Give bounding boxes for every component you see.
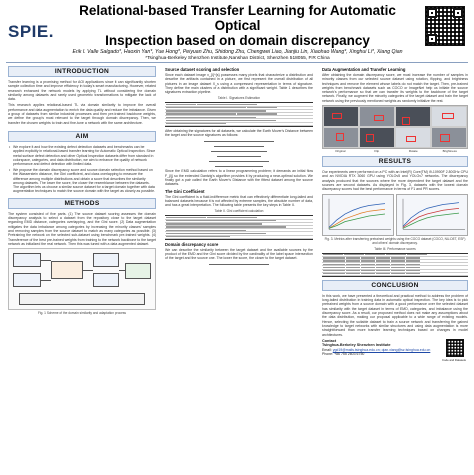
diagram-box-pretraining — [93, 273, 119, 287]
diagram-box-augmentation — [93, 253, 119, 267]
aug-example-rotate-2 — [395, 127, 431, 148]
aim-bullet-2: • We propose the domain discrepancy score and source domain selection method based on the Wasserstein distance, the Gini coefficient, and class overlapping to measure the difference among multiple distributions and obtain a score that describes the similarity among datasets. The lower the score, the closer the resemblance between the datasets. The algorithm lets us choose a similar source dataset for a target domain together with data augmentation techniques to match the source domain with the target as closely as possible. — [13, 168, 156, 194]
emd-solution-paragraph: Since the EMD calculation refers to a linear programming problem; it demands an initial flow F_{ij} so the extended Dantzig's algorithm provides it by producing a near-optimal solution. We finally got a pair called the Earth Mover's Distance with the fittest dataset among the source datasets. — [165, 169, 313, 187]
section-methods-heading: METHODS — [8, 198, 156, 209]
subsection-augmentation: Data Augmentation and Transfer Learning — [322, 67, 406, 72]
diagram-arrow-3 — [83, 270, 93, 271]
chart-left-series-1 — [329, 203, 385, 227]
contact-info — [322, 339, 432, 357]
aug-example-original-1 — [323, 106, 359, 127]
qr-finder-top-left — [427, 8, 437, 18]
results-chart-left-svg — [323, 195, 393, 235]
section-conclusion-heading: CONCLUSION — [322, 280, 468, 291]
chart-right-series-3 — [403, 213, 459, 228]
methods-paragraph: The system consisted of five parts. (1) The source dataset scoring assesses the domain discrepancy analysis to select a dataset from the repository close to the target dataset regarding EMD distance, categories overlapping, and the Gini score. (2) Data augmentation mitigates the data imbalance among categories by increasing the minority classes' samples and removing samples from the source dataset to match as many categories as possible. (3) Pretraining the network on the selected sub-dataset using benchmark pre-trained weights. (4) Transference of the best pre-trained weights from training to the network backbone to the target network as initialized the real network. Then this was tuned with a data augmented dataset. — [8, 211, 156, 246]
aug-example-flip-2 — [359, 127, 395, 148]
column-middle — [165, 66, 313, 268]
title-line-2: Inspection based on domain discrepancy — [105, 33, 370, 48]
method-scheme-diagram — [8, 248, 156, 310]
results-chart-right-svg — [397, 195, 467, 235]
header-divider — [6, 62, 468, 63]
aug-example-rotate-1 — [395, 106, 431, 127]
chart-right-series-1 — [403, 202, 459, 226]
results-charts — [322, 194, 468, 236]
qr-finder-top-right — [453, 8, 463, 18]
diagram-box-target-network — [125, 263, 151, 279]
results-paragraph: Our experiments were performed on a PC with an Intel(R) Core(TM) i9-10900F 2.80GHz CPU and an NVIDIA RTX 3060 GPU using YOLOv5 and YOLOv7 networks. The discrepancy analysis produced that the sources where the more dependent the target dataset and the sources are second datasets. As displayed in Fig. 3, datasets with the lowest domain discrepancy scores had the best performance in terms of F1 and PR scores. — [322, 170, 468, 192]
aim-bullet-1: • We explore it and how the existing defect detection datasets and benchmarks can be applied explicitly in relational-based transfer learning for Automatic Optical Inspection. Since metal surface defect detection and other Optical Inspection datasets differ from standard in colorspace, categories, and data distribution, we aim to enhance the quality of network performance and defect detection with limited data. — [13, 145, 156, 166]
column-right — [322, 66, 468, 369]
poster-title — [70, 3, 405, 48]
column-left — [8, 66, 156, 317]
chart-left-series-3 — [329, 214, 385, 228]
spie-logo: SPIE. — [8, 22, 54, 41]
contact-email-label: Email: — [322, 347, 332, 352]
table-2-gini — [165, 215, 313, 239]
aug-example-original-2 — [323, 127, 359, 148]
conclusion-paragraph: In this work, we have presented a theoretical and practical method to address the problem of long-tailed distribution in training data in automatic optical inspection. The key idea is to pick pretrained weights from a source domain with a good performance over the selected dataset has similarity with the target dataset in terms of EMD, categories, and imbalance using the discrepancy score. As a result, our proposed method does not make any assumptions about the data distribution, making our proposal applicable to a wide range of existing models. Hence, selecting the suitable dataset to train a source network and transferring the gained knowledge to target networks with similar structures and using data augmentation is more straightforward than more transfer learning techniques based on changes in model architectures. — [322, 293, 468, 337]
discrepancy-paragraph: We can describe the similarity between the target dataset and the available sources by the product of the EMD and the Gini score divided by the cardinality of the label space intersection of the target and the source one. The lower the score, the closer to the target dataset. — [165, 247, 313, 261]
qr-finder-bottom-left — [427, 34, 437, 44]
contact-organization: Tsinghua-Berkeley Shenzhen Institute — [322, 343, 391, 348]
intro-paragraph-1: Transfer learning is a promising method for AOI applications since it can significantly shorten sample collection time and improve efficiency in today's smart manufacturing. However, related research enhanced the network models by applying TL without considering the domain similarity among datasets and rarely used geometric transformations to mitigate the lack of data. — [8, 80, 156, 102]
contact-label: Contact — [322, 338, 337, 343]
contact-phone: Phone: +86 755 2603 6750 — [322, 352, 365, 357]
code-datasets-qr-code[interactable] — [446, 339, 464, 357]
diagram-box-discrepancy-score — [51, 261, 83, 279]
header-qr-code[interactable] — [425, 6, 465, 46]
aug-label-flip: Flip — [374, 149, 380, 154]
diagram-box-source-datasets — [13, 253, 41, 267]
table-1-signatures — [165, 102, 313, 126]
diagram-arrow-2 — [41, 280, 51, 281]
contact-block — [322, 339, 468, 369]
augmentation-labels — [322, 149, 468, 153]
aug-example-brightness-2 — [431, 127, 467, 148]
section-introduction-heading: INTRODUCTION — [8, 66, 156, 77]
aim-bullets — [8, 145, 156, 194]
diagram-box-pipeline-strip — [19, 293, 145, 305]
section-results-heading: RESULTS — [322, 156, 468, 167]
table-3-caption: Table III. Performance scores — [374, 246, 416, 251]
title-line-1: Relational-based Transfer Learning for Automatic Optical — [79, 3, 396, 33]
diagram-arrow-1 — [41, 260, 51, 261]
aug-example-brightness-1 — [431, 106, 467, 127]
aug-label-rotate: Rotate — [408, 149, 418, 154]
emd-intro-paragraph: After obtaining the signatures for all datasets, we calculate the Earth Mover's Distance between the target and the source signatures as follows: — [165, 128, 313, 138]
results-chart-right — [396, 194, 468, 236]
augmentation-examples-figure — [322, 105, 468, 149]
table-1-caption: Table I. Signatures Estimation — [217, 96, 261, 101]
aug-example-flip-1 — [359, 106, 395, 127]
diagram-arrow-4 — [119, 270, 125, 271]
diagram-box-target-dataset — [13, 273, 41, 287]
author-list: Erik I. Valle Salgado*, Haoxin Yan*, Yue Hong*, Peiyuan Zhu, Shidong Zhu, Chengwei Liao, Jianjiu Lin, Xiaohao Wang*, Xinghui Li*, Xiang Qian — [72, 49, 403, 55]
poster-header — [0, 0, 474, 62]
figure-3-caption: Fig. 3. Metrics after transferring pretrained weights using the COCO dataset (COCO, NU-DET, ESF) and others' domain discrepancy. — [324, 236, 466, 245]
gini-paragraph: The Gini coefficient is a fluid-indifference metric that can effectively differentiate long-tailed and balanced datasets because it is not affected by extreme samples, the absolute number of data, and has a great interpretation. The following table presents the key steps in Table II. — [165, 194, 313, 208]
section-aim-heading: AIM — [8, 131, 156, 142]
contact-email-link[interactable]: ygd19@mails.tsinghua.edu.cn; qian.xiang@sz.tsinghua.edu.cn — [332, 347, 431, 352]
aug-label-brightness: Brightness — [442, 149, 457, 154]
table-2-caption: Table II. Gini coefficient calculation — [214, 209, 264, 214]
subsection-source-scoring: Source dataset scoring and selection — [165, 67, 240, 72]
subsection-discrepancy-score: Domain discrepancy score — [165, 241, 219, 247]
table-3-performance — [322, 253, 468, 277]
results-chart-left — [322, 194, 394, 236]
figure-1-caption: Fig. 1 Scheme of the domain similarity and adaptation process — [37, 311, 127, 316]
emd-formulas — [165, 139, 313, 168]
subsection-gini: The Gini Coefficient — [165, 188, 205, 194]
augmentation-paragraph: After obtaining the domain discrepancy score, we must increase the number of samples in minority classes from our selected source dataset using rotation, flipping, and brightness techniques and remove the element whose labels do not match the target. Then, pre-trained weights from benchmark datasets such as COCO or ImageNet help us initiate the source network's performance so that we can transfer its weights to the backbone of the target network. Finally, we augment the minority categories of the target dataset and train the target network using the previously mentioned weights as randomly initialize the rest. — [322, 73, 468, 103]
affiliation: *Tsinghua-Berkeley Shenzhen Institute,Nanshan District, Shenzhen 518055, P.R China — [145, 56, 330, 62]
qr-caption: Code and Datasets — [442, 357, 466, 362]
header-text — [70, 3, 405, 62]
scoring-paragraph: Since each dataset image x_{i}^{s} possesses many pixels that characterize a distribution and describe the artifacts contained in a picture, we first represent the overall distribution of all pictures in an image dataset X_s using a compressed representation in terms of signature. They define the main clusters of a distribution with a significant weight. Table 1 describes the signatures extraction pipeline. — [165, 73, 313, 95]
intro-paragraph-2: This research applies relational-based TL via domain similarity to improve the overall performance and data augmentation to enrich the data quality and reduce the imbalance. Given a group of datasets from similar industrial processes and then pre-trained backbone weights, we define the group's most relevant to the target through domain discrepancy. Then, we transfer the chosen weights to train and fine-tune a network with the same architecture. — [8, 103, 156, 125]
discrepancy-formula — [165, 263, 313, 267]
aug-label-original: Original — [335, 149, 346, 154]
